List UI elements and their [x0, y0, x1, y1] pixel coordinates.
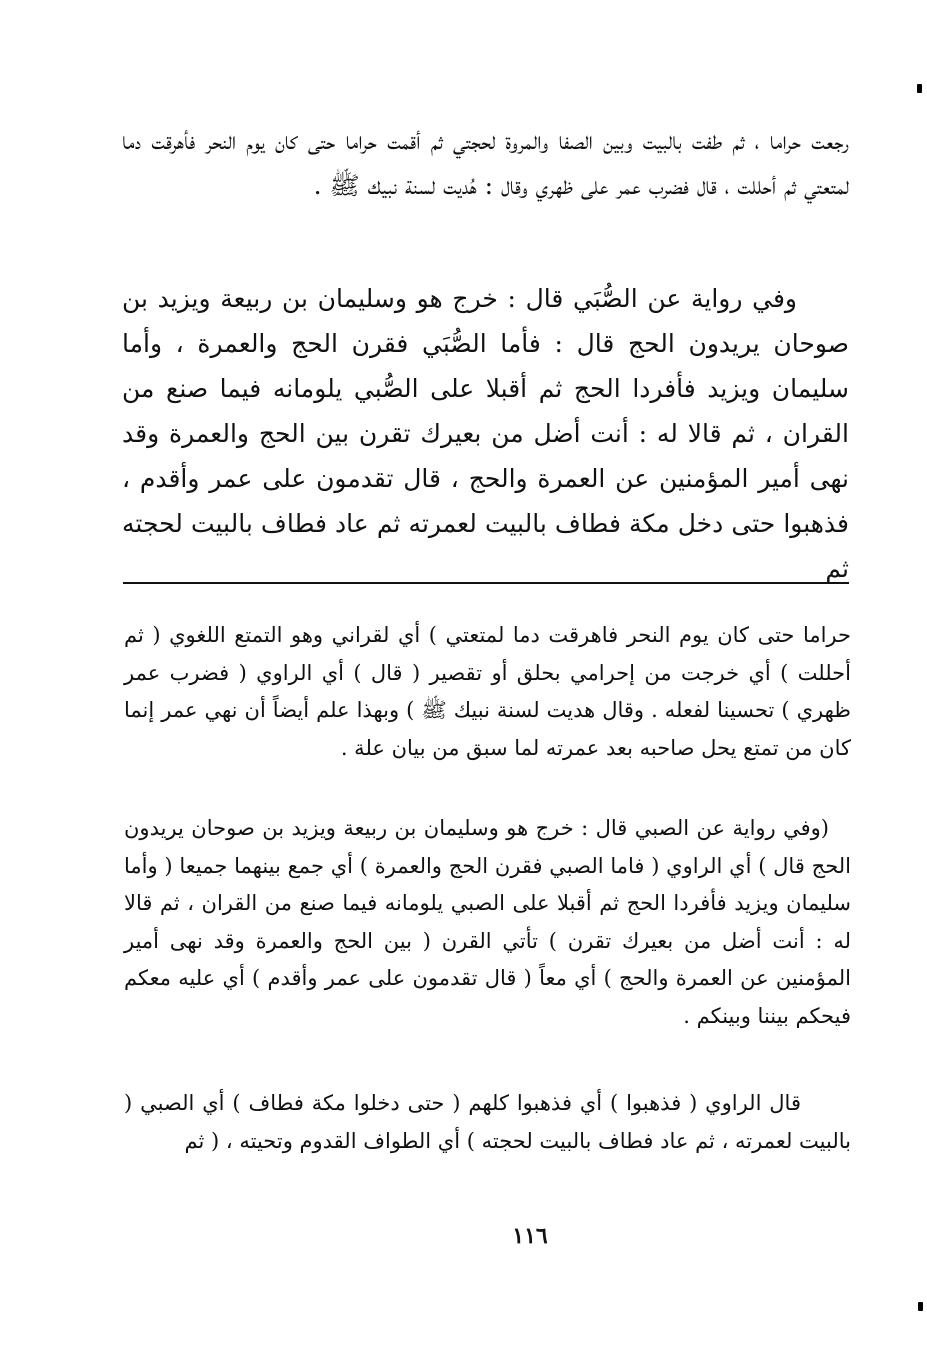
footnote-divider [123, 582, 849, 584]
edge-mark [917, 84, 922, 93]
commentary-paragraph: حراما حتى كان يوم النحر فاهرقت دما لمتعتي ) أي لقراني وهو التمتع اللغوي ( ثم أحللت ) أي خرجت من إحرامي بحلق أو تقصير ( قال ) أي الراوي ( فضرب عمر ظهري ) تحسينا لفعله . وقال هديت لسنة نبيك ﷺ ) وبهذا علم أيضاً أن نهي عمر إنما كان من تمتع يحل صاحبه بعد عمرته لما سبق من بيان علة . [124, 623, 851, 760]
edge-mark [918, 1302, 923, 1311]
main-text-paragraph: رجعت حراما ، ثم طفت بالبيت وبين الصفا والمروة لحجتي ثم أقمت حراما حتى كان يوم النحر فأهرقت دما لمتعتي ثم أحللت ، قال فضرب عمر على ظهري وقال : هُديت لسنة نبيك ﷺ . [122, 126, 849, 200]
page-number: ١١٦ [512, 1223, 548, 1249]
commentary-paragraph: قال الراوي ( فذهبوا ) أي فذهبوا كلهم ( حتى دخلوا مكة فطاف ) أي الصبي ( بالبيت لعمرته ، ثم عاد فطاف بالبيت لحجته ) أي الطواف القدوم وتحيته ، ( ثم [124, 1091, 851, 1153]
commentary-paragraph: (وفي رواية عن الصبي قال : خرج هو وسليمان بن ربيعة ويزيد بن صوحان يريدون الحج قال ) أي الراوي ( فاما الصبي فقرن الحج والعمرة ) أي جمع بينهما جميعا ( وأما سليمان ويزيد فأفردا الحج ثم أقبلا على الصبي يلومانه فيما صنع من القران ، ثم قالا له : أنت أضل من بعيرك تقرن ) تأتي القرن ( بين الحج والعمرة وقد نهى أمير المؤمنين عن العمرة والحج ) أي معاً ( قال تقدمون على عمر وأقدم ) أي عليه معكم فيحكم بيننا وبينكم . [124, 816, 851, 1028]
main-text-paragraph: وفي رواية عن الصُّبَي قال : خرج هو وسليمان بن ربيعة ويزيد بن صوحان يريدون الحج قال : فأما الصُّبَي فقرن الحج والعمرة ، وأما سليمان ويزيد فأفردا الحج ثم أقبلا على الصُّبي يلومانه فيما صنع من القران ، ثم قالا له : أنت أضل من بعيرك تقرن بين الحج والعمرة وقد نهى أمير المؤمنين عن العمرة والحج ، قال تقدمون على عمر وأقدم ، فذهبوا حتى دخل مكة فطاف بالبيت لعمرته ثم عاد فطاف بالبيت لحجته ثم [122, 284, 849, 583]
